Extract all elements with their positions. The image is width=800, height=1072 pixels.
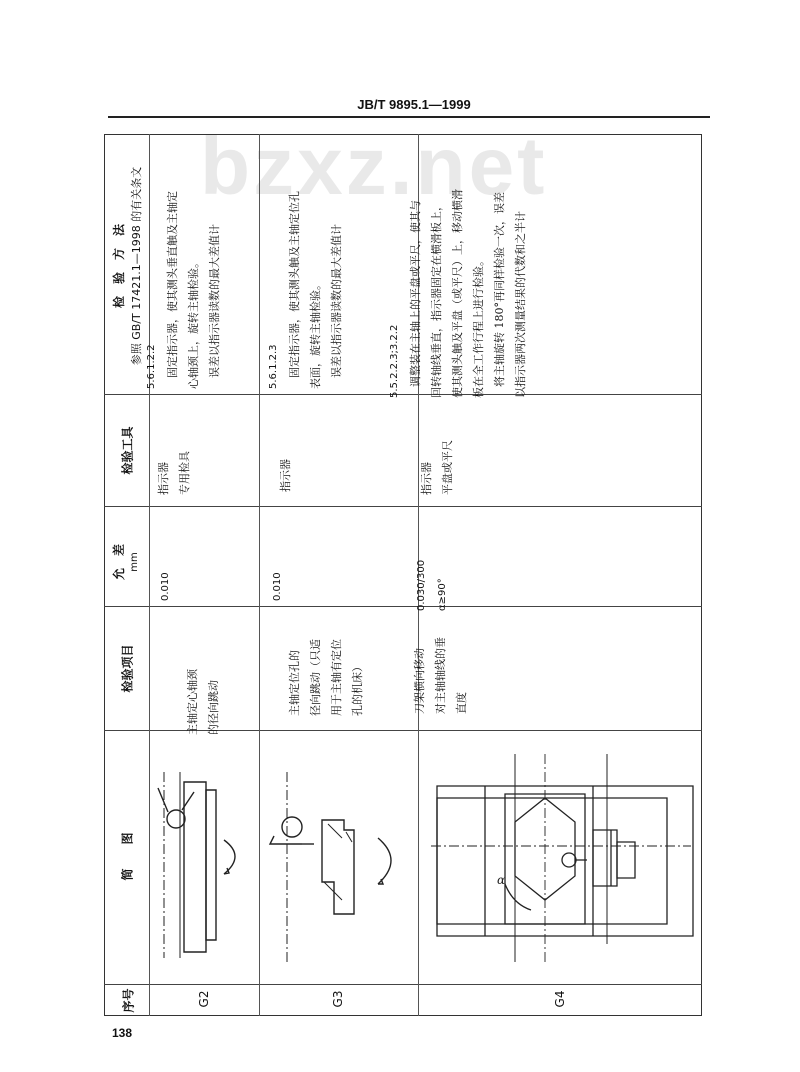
item-line: 孔的机床） [351, 661, 364, 716]
tool-line: 指示器 [157, 462, 170, 495]
row-method-g2 [141, 139, 229, 389]
row-seq-g4: G4 [553, 990, 567, 1008]
row-tools-g4 [416, 405, 460, 495]
method-line: 表面，旋转主轴检验。 [309, 279, 322, 389]
header-separator-line [104, 984, 702, 985]
method-line: 5.6.1.2.2 [146, 344, 157, 389]
tool-line: 指示器 [279, 459, 292, 492]
method-line: 固定指示器，使其测头触及主轴定位孔 [288, 191, 301, 389]
row-tolerance-g2 [155, 501, 177, 601]
header-tolerance-label: 允 差 [112, 544, 126, 581]
standard-code: JB/T 9895.1—1999 [357, 97, 471, 112]
method-line: 回转轴线垂直，指示器固定在横滑板上， [430, 200, 443, 398]
header-tools: 检验工具 [120, 426, 135, 475]
row-seq-g2: G2 [197, 990, 211, 1008]
row-tolerance-g4 [411, 511, 455, 611]
row-tolerance-g3 [267, 501, 289, 601]
tool-line: 指示器 [420, 462, 433, 495]
tolerance-line: 0.010 [160, 572, 171, 601]
row-tools-g3 [275, 402, 297, 492]
header-tolerance [111, 532, 143, 592]
g2-g3-line [259, 134, 260, 1016]
sketch-g3-locating-hole [262, 732, 416, 982]
method-line: 心轴颈上，旋转主轴检验。 [187, 257, 200, 389]
tolerance-tools-line [104, 506, 702, 507]
method-line: 调整装在主轴上的平盘或平尺，使其与 [409, 200, 422, 398]
header-method-ref: 参照 GB/T 17421.1—1998 的有关条文 [130, 166, 143, 366]
item-line: 对主轴轴线的垂 [434, 637, 447, 714]
header-seq: 序号 [121, 988, 136, 1013]
tolerance-line: α≥90° [437, 578, 448, 611]
row-item-g3 [284, 616, 372, 716]
item-line: 主轴定位孔的 [288, 650, 301, 716]
item-line: 用于主轴有定位 [330, 639, 343, 716]
alpha-label: α [497, 873, 506, 887]
item-line: 径向跳动（只适 [309, 639, 322, 716]
method-line: 板在全工作行程上进行检验。 [472, 255, 485, 398]
method-line: 5.6.1.2.3 [268, 344, 279, 389]
tool-line: 专用检具 [178, 451, 191, 495]
header-tolerance-unit: mm [129, 552, 140, 572]
item-line: 的径向跳动 [207, 680, 220, 735]
method-line: 固定指示器，使其测头垂直触及主轴定 [166, 191, 179, 389]
row-method-g4 [384, 146, 538, 398]
item-tolerance-line [104, 606, 702, 607]
row-item-g4 [409, 624, 475, 714]
page-number: 138 [112, 1026, 133, 1040]
sketch-g4-cross-slide [421, 734, 699, 982]
header-sketch: 简 图 [120, 832, 135, 881]
row-seq-g3: G3 [331, 990, 345, 1008]
header-method-title: 检 验 方 法 [112, 224, 126, 309]
row-tools-g2 [153, 405, 197, 495]
tool-line: 平盘或平尺 [441, 440, 454, 495]
method-line: 使其测头触及平盘（或平尺）上，移动横滑 [451, 189, 464, 398]
item-line: 直度 [455, 692, 468, 714]
method-line: 误差以指示器读数的最大差值计 [208, 224, 221, 389]
watermark: bzxz.net [200, 121, 548, 212]
tolerance-line: 0.010 [272, 572, 283, 601]
item-line: 刀架横向移动 [413, 648, 426, 714]
method-line: 以指示器两次测量结果的代数和之半计 [514, 211, 527, 398]
row-item-g2 [182, 625, 226, 735]
sketch-g2-spindle-journal [150, 732, 258, 982]
item-line: 主轴定心轴颈 [186, 669, 199, 735]
method-line: 误差以指示器读数的最大差值计 [330, 224, 343, 389]
tolerance-line: 0.030/300 [416, 559, 427, 611]
method-line: 将主轴旋转 180°再同样检验一次，误差 [493, 192, 506, 398]
header-item: 检验项目 [120, 644, 135, 693]
method-line: 5.5.2.2.3;3.2.2 [389, 324, 400, 398]
header-rule [108, 116, 710, 118]
row-method-g3 [263, 139, 351, 389]
